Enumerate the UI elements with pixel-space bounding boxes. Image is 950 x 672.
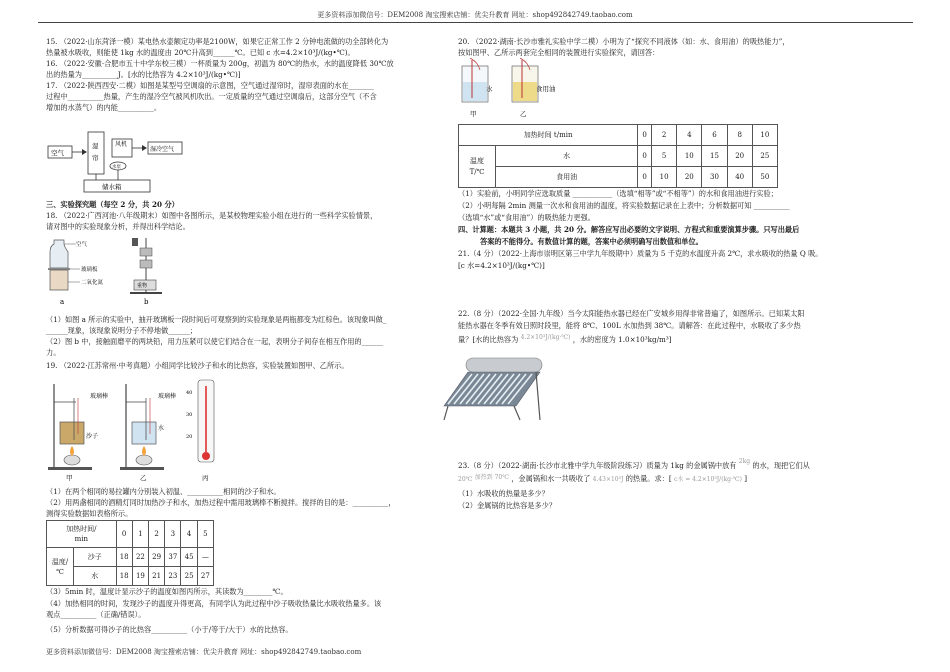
t20-temp-cell (459, 146, 496, 188)
q20-line1: 20. （2022·湖南·长沙市雅礼实验中学二模）小明为了“探究不同液体（如：水、食用油）的吸热能力”， (458, 37, 790, 46)
q19-4-line1: （4）加热相同的时间，发现沙子的温度升得更高，有同学认为此过程中沙子吸收热量比水吸收热量多。该 (46, 599, 382, 608)
q23-line2 (458, 472, 747, 485)
t20-water-2: 10 (677, 146, 702, 167)
label-water-20: 水 (486, 85, 493, 93)
q18-2-line1: （2）图 b 中，接触面磨平的两块铅，用力压紧可以使它们结合在一起，表明分子间存在相互作用的______ (46, 337, 384, 346)
q23-t2: 加热到 70℃ (474, 474, 509, 481)
q20-2-line1: （2）小明每隔 2min 测量一次水和食用油的温度，将实验数据记录在上表中；分析数据可知 __________ (458, 201, 790, 210)
label-air: 空气 (51, 149, 64, 157)
label-cold-air: 湿冷空气 (150, 146, 175, 153)
t20-col-2: 4 (677, 125, 702, 146)
label-curtain-b: 帘 (92, 154, 99, 162)
t20-oil-0: 0 (638, 167, 652, 188)
q19-5: （5）分析数据可得沙子的比热容__________（小于/等于/大于）水的比热容。 (46, 625, 293, 634)
q22-line3a: 量？[水的比热容为 (458, 335, 519, 344)
q18-line1: 18. （2022·广西河池·八年级期末）如图中各图所示，是某校物理实验小组在进行的一些科学实验情景， (46, 211, 378, 220)
page-footer: 更多资料添加微信号：DEM2008 淘宝搜索店铺：优尖升教育 网址：shop492842749.taobao.com (46, 648, 362, 656)
t19-row-water: 水 (74, 567, 117, 586)
label-tank: 储水箱 (102, 183, 122, 191)
label-oil-20: 食用油 (536, 85, 556, 93)
label-rod: 玻璃棒 (90, 393, 109, 400)
t19-water-1: 19 (132, 567, 148, 586)
t20-water-1: 5 (652, 146, 677, 167)
label-b: b (144, 298, 149, 306)
t20-water-5: 25 (752, 146, 777, 167)
t20-col-0: 0 (638, 125, 652, 146)
q20-line2: 按如图甲、乙所示两套完全相同的装置进行实验探究，请回答： (458, 48, 660, 57)
label-no2: 二氧化氮 (81, 280, 104, 286)
t20-temp-a: 温度 (470, 156, 484, 165)
q23-line1 (458, 456, 810, 471)
label-rod-2: 玻璃棒 (158, 393, 177, 400)
label-sand: 沙子 (86, 433, 99, 440)
q19-2-line1: （2）用两盏相同的酒精灯同时加热沙子和水，加热过程中需用玻璃棒不断搅拌。搅拌的目的是：__________， (46, 498, 396, 507)
q16-line2: 出的热量为__________J。[水的比热容为 4.2×10³J/(kg•℃)] (46, 70, 241, 79)
q22-c-value: 4.2×10³J/(kg·℃) (520, 334, 571, 341)
q19-4-line2: 观点__________（正确/错误）。 (46, 610, 146, 619)
q18-1-line2: ______现象，该现象说明分子不停地做______； (46, 326, 197, 335)
label-a: a (60, 298, 65, 306)
q23-q: 4.43×10⁵J (592, 476, 624, 483)
water-oil-table (458, 124, 778, 188)
page-header: 更多资料添加微信号：DEM2008 淘宝搜索店铺：优尖升教育 网址：shop492842749.taobao.com (317, 11, 633, 19)
q21-line2: [c 水=4.2×10³J/(kg•℃)] (458, 261, 545, 270)
t20-temp-b: T/℃ (469, 167, 485, 176)
t20-oil-2: 20 (677, 167, 702, 188)
q18-2-line2: 力。 (46, 348, 61, 357)
table19-head-b: min (74, 535, 88, 543)
q23-line2a: ，金属锅和水一共吸收了 (511, 474, 591, 483)
t19-sand-4: 45 (181, 548, 197, 567)
q23-mass: 2kg (738, 458, 751, 465)
label-jia-19: 甲 (66, 474, 73, 482)
t19-sand-3: 37 (165, 548, 181, 567)
q21-line1: 21.（4 分）（2022·上海市崇明区第三中学九年级期中）质量为 5 千克的水温度升高 2℃，求水吸收的热量 Q 吸。 (458, 249, 823, 258)
q22-line2: 能热水器在冬季有效日照时段里，能将 8℃、100L 水加热到 38℃。请解答：在此过程中，水吸收了多少热 (458, 321, 801, 330)
label-pump: 水泵 (112, 165, 121, 170)
t19-row-sand: 沙子 (74, 548, 117, 567)
diffusion-diagram (46, 234, 186, 310)
t20-oil-5: 50 (752, 167, 777, 188)
label-fan: 风机 (115, 141, 128, 148)
q17-line2: 过程中__________热量，产生的湿冷空气被风机吹出。一定质量的空气通过空调扇后，这部分空气（不含 (46, 92, 377, 101)
t19-water-5: 27 (197, 567, 213, 586)
section3-heading: 三、实验探究题（每空 2 分，共 20 分） (46, 200, 179, 209)
q18-line2: 请对图中的实验现象分析，并得出科学结论。 (46, 222, 190, 231)
q20-1: （1）实验前，小明同学应选取质量 ___________（选填“相等”或“不相等”）的水和食用油进行实验； (458, 189, 778, 198)
t19-col-5: 5 (197, 521, 213, 548)
t19-water-3: 23 (165, 567, 181, 586)
label-yi-19: 乙 (140, 474, 147, 482)
t20-oil-3: 30 (702, 167, 727, 188)
label-bing: 丙 (202, 474, 209, 482)
label-weight: 重物 (137, 283, 148, 289)
label-curtain-a: 湿 (92, 142, 99, 150)
q23-2: （2）金属锅的比热容是多少？ (458, 501, 557, 510)
q15-line2: 热量被水吸收，则能使 1kg 水的温度由 20℃升高到______℃。已知 c 水=4.2×10³J/(kg•℃)。 (46, 48, 355, 57)
label-yi-20: 乙 (520, 110, 527, 118)
scale-40: 40 (186, 390, 193, 396)
t19-water-2: 21 (149, 567, 165, 586)
scale-30: 30 (186, 412, 193, 418)
q22-line1: 22.（8 分）（2022·全国·九年级）当今太阳能热水器已经在广安城乡用得非常普遍了，如图所示。已知某太阳 (458, 309, 805, 318)
table19-temp-cell (47, 548, 74, 586)
t19-col-3: 3 (165, 521, 181, 548)
q23-1: （1）水吸收的热量是多少？ (458, 489, 549, 498)
q18-1-line1: （1）如图 a 所示的实验中，抽开玻璃板一段时间后可观察到的实验现象是两瓶都变为红棕色。该现象叫做_ (46, 315, 387, 324)
t19-col-1: 1 (132, 521, 148, 548)
t19-sand-0: 18 (116, 548, 132, 567)
q23-end: ] (744, 474, 748, 483)
label-air-18: 空气 (76, 242, 88, 248)
q19-1: （1）在两个相同的易拉罐内分别装入初温、__________相同的沙子和水。 (46, 487, 281, 496)
t20-col-3: 6 (702, 125, 727, 146)
water-oil-beakers (458, 58, 568, 122)
t20-col-1: 2 (652, 125, 677, 146)
t20-water-0: 0 (638, 146, 652, 167)
t19-sand-1: 22 (132, 548, 148, 567)
sand-water-apparatus (46, 374, 246, 482)
label-glass: 玻璃板 (81, 267, 98, 273)
section4-line2: 答案的不能得分。有数值计算的题，答案中必须明确写出数值和单位。 (480, 237, 703, 246)
q22-line3b: ，水的密度为 1.0×10³kg/m³] (572, 335, 672, 344)
t19-water-4: 25 (181, 567, 197, 586)
q15-line1: 15. （2022·山东菏泽一模）某电热水壶额定功率是2100W，如果它正常工作 2 分钟电流做的功全部转化为 (46, 37, 389, 46)
scale-20: 20 (186, 434, 193, 440)
table19-temp-a: 温度/ (51, 557, 69, 566)
cooler-diagram (46, 114, 186, 194)
t19-col-2: 2 (149, 521, 165, 548)
header-divider (38, 22, 913, 23)
q23-line2b: 的热量。求：[ (625, 474, 672, 483)
q23-t1: 20℃ (458, 476, 473, 483)
q23-line1a: 23.（8 分）（2022·湖南·长沙市北雅中学九年级阶段练习）质量为 1kg 的金属锅中放有 (458, 461, 737, 470)
t19-col-4: 4 (181, 521, 197, 548)
q19-3: （3）5min 时，温度计显示沙子的温度如图丙所示，其读数为________℃。 (46, 587, 288, 596)
q17-line3: 增加的水蒸气）的内能__________。 (46, 103, 162, 112)
table19-head-cell (47, 521, 117, 548)
q20-2-line2: （选填“水”或“食用油”）的吸热能力更强。 (458, 213, 595, 222)
t19-sand-5: — (197, 548, 213, 567)
q23-c: c水 = 4.2×10³J/(kg·℃) (673, 476, 742, 483)
t20-head: 加热时间 t/min (459, 125, 638, 146)
q19-stem: 19. （2022·江苏常州·中考真题）小组同学比较沙子和水的比热容，实验装置如图甲、乙所示。 (46, 361, 349, 370)
label-water: 水 (158, 425, 165, 432)
solar-water-heater (428, 344, 548, 424)
t20-water-4: 20 (727, 146, 752, 167)
t20-col-4: 8 (727, 125, 752, 146)
sand-water-table (46, 520, 214, 586)
q23-line1b: 的水，现把它们从 (752, 461, 810, 470)
table19-head-a: 加热时间/ (66, 525, 97, 533)
table19-temp-b: ℃ (56, 567, 64, 576)
t19-water-0: 18 (116, 567, 132, 586)
q19-2-line2: 测得实验数据如表格所示。 (46, 509, 133, 518)
label-jia-20: 甲 (470, 110, 477, 118)
t20-row-water: 水 (496, 146, 638, 167)
t20-oil-4: 40 (727, 167, 752, 188)
t20-row-oil: 食用油 (496, 167, 638, 188)
t20-oil-1: 10 (652, 167, 677, 188)
t19-sand-2: 29 (149, 548, 165, 567)
section4-line1: 四、计算题：本题共 3 小题，共 20 分。解答应写出必要的文字说明、方程式和重要演算步骤。只写出最后 (458, 225, 800, 234)
t19-col-0: 0 (116, 521, 132, 548)
q17-line1: 17. （2022·陕西西安·二模）如图是某型号空调扇的示意图，空气通过湿帘时，湿帘表面的水在_______ (46, 81, 374, 90)
q16-line1: 16. （2022·安徽·合肥市五十中学东校三模）一杯质量为 200g，初温为 80℃的热水，水的温度降低 30℃放 (46, 59, 394, 68)
t20-col-5: 10 (752, 125, 777, 146)
t20-water-3: 15 (702, 146, 727, 167)
